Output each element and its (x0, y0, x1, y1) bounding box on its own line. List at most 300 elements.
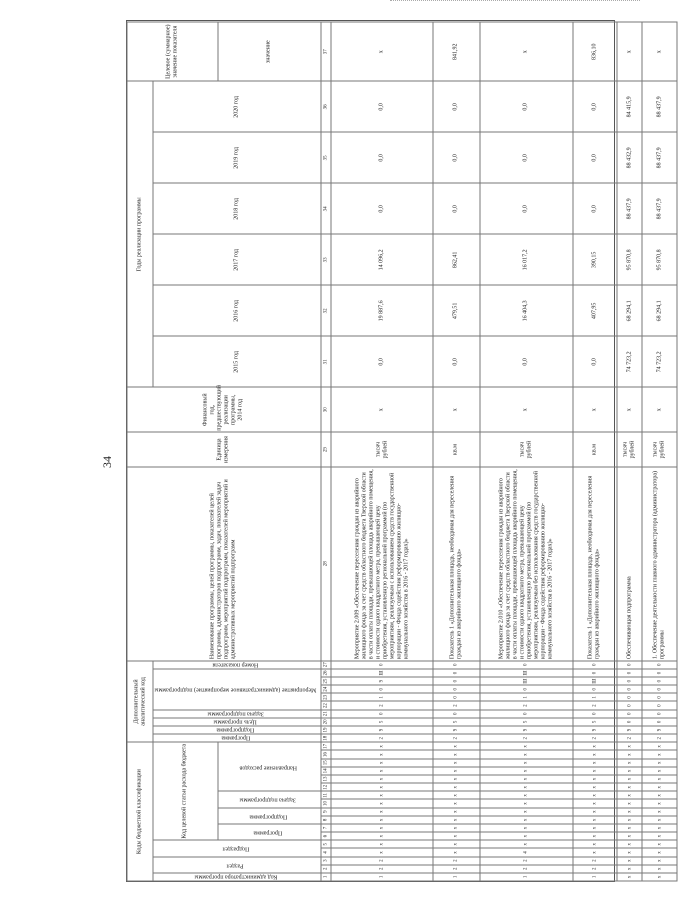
code-cell: х (617, 824, 643, 832)
code-cell: х (617, 767, 643, 775)
code-cell: х (480, 799, 573, 807)
code-cell: 2 (433, 701, 480, 709)
program-table (127, 22, 678, 882)
code-cell: 2 (480, 701, 573, 709)
code-cell: х (480, 783, 573, 791)
codes-group-header: Коды бюджетной классификации (127, 742, 153, 881)
unit-cell: кв.м (433, 432, 480, 467)
code-cell: х (573, 791, 617, 799)
table-row (433, 22, 480, 881)
code-cell: х (642, 791, 677, 799)
code-cell: х (642, 759, 677, 767)
code-cell: 0 (617, 677, 643, 685)
row-name-cell: Показатель 1 «Дополнительная площадь, необходимая для переселения граждан из аварийного жилищного фонда» (433, 467, 480, 661)
code-cell: 0 (617, 693, 643, 701)
code-cell: 0 (480, 661, 573, 669)
code-cell: х (480, 759, 573, 767)
year-value-cell: 0,0 (573, 132, 617, 183)
year-value-cell: 0,0 (331, 336, 433, 387)
code-cell: х (480, 751, 573, 759)
code-cell: х (642, 865, 677, 873)
code-cell: х (642, 783, 677, 791)
base-year-cell: х (642, 387, 677, 432)
year-value-cell: 0,0 (480, 81, 573, 132)
code-cell: х (617, 799, 643, 807)
row-name-cell: Мероприятие 2.009 «Обеспечение переселения граждан из аварийного жилищного фонда за счет средств областного бюджета Тверской области в части оплаты площади, превышающей площадь аварийного помещения, и стоимости одного квадратного метра, превышающей цену приобретения, установленную региональной программой (по мероприятиям, реализуемым с использованием средств государственной корпорации - Фонда содействия реформированию жилищно-коммунального хозяйства в 2016 - 2017 годах)» (331, 467, 433, 661)
code-cell: Ш (573, 677, 617, 685)
year-value-cell: 0,0 (433, 132, 480, 183)
code-cell: 2 (617, 734, 643, 742)
code-cell: 2 (480, 857, 573, 865)
column-number: 20 (321, 718, 331, 726)
code-cell: х (642, 767, 677, 775)
code-cell: х (573, 832, 617, 840)
code-cell: 0 (642, 661, 677, 669)
year-value-cell: 0,0 (480, 183, 573, 234)
code-cell: х (331, 742, 433, 750)
code-cell: х (331, 751, 433, 759)
code-cell: х (433, 767, 480, 775)
code-cell: 2 (433, 857, 480, 865)
code-cell: х (642, 832, 677, 840)
year-value-cell: 0,0 (433, 81, 480, 132)
code-cell: 0 (642, 693, 677, 701)
code-cell: х (573, 742, 617, 750)
code-cell: х (617, 857, 643, 865)
row-name-cell: Обеспечивающая подпрограмма (617, 467, 643, 661)
code-cell: 0 (617, 718, 643, 726)
column-number: 9 (321, 808, 331, 816)
code-cell: х (433, 791, 480, 799)
column-number: 17 (321, 742, 331, 750)
name-header: Наименование программы, целей программы, показателей целей программы, администраторов подпрограмм, задач, показателей задач подпрограмм, мероприятий подпрограмм, показателей мероприятий и административных мероприятий подпрограмм (127, 467, 321, 661)
column-number: 36 (321, 81, 331, 132)
column-number: 29 (321, 432, 331, 467)
code-cell: х (331, 759, 433, 767)
code-cell: х (617, 816, 643, 824)
column-number: 27 (321, 661, 331, 669)
code-cell: 2 (331, 734, 433, 742)
code-cell: х (617, 865, 643, 873)
year-value-cell: 16 404,3 (480, 285, 573, 336)
code-cell: х (480, 816, 573, 824)
code-cell: 2 (573, 857, 617, 865)
code-cell: 0 (573, 661, 617, 669)
column-number: 4 (321, 848, 331, 856)
column-number: 19 (321, 726, 331, 734)
code-cell: х (433, 840, 480, 848)
code-cell: х (331, 808, 433, 816)
code-cell: 1 (433, 873, 480, 881)
column-number: 33 (321, 234, 331, 285)
column-number: 5 (321, 840, 331, 848)
year-value-cell: 862,41 (433, 234, 480, 285)
extra-code-header: Дополнительный аналитический код (127, 661, 153, 743)
table-row (331, 22, 433, 881)
column-number: 35 (321, 132, 331, 183)
year-value-cell: 84 415,9 (617, 81, 643, 132)
code-cell: х (642, 848, 677, 856)
code-cell: 0 (642, 685, 677, 693)
code-cell: Ш (331, 669, 433, 677)
indicator-no-header: Номер показателя (153, 661, 321, 669)
subsection-header: Подраздел (153, 840, 321, 856)
code-cell: х (573, 783, 617, 791)
year-value-cell: 0,0 (573, 183, 617, 234)
code-cell: 0 (480, 710, 573, 718)
year-value-cell: 0,0 (573, 336, 617, 387)
code-cell: 0 (617, 701, 643, 709)
year-value-cell: 88 437,9 (642, 183, 677, 234)
year-value-cell: 95 870,8 (642, 234, 677, 285)
year-value-cell: 88 437,9 (642, 132, 677, 183)
unit-cell: тысяч рублей (642, 432, 677, 467)
year-2019-header: 2019 год (153, 132, 321, 183)
target-value-cell: х (331, 22, 433, 81)
unit-cell: кв.м (573, 432, 617, 467)
column-number: 8 (321, 816, 331, 824)
year-value-cell: 88 432,9 (617, 132, 643, 183)
code-cell: 2 (573, 734, 617, 742)
row-name-cell: 1. Обеспечение деятельности главного администратора (администратора) программы (642, 467, 677, 661)
table-row (573, 22, 617, 881)
code-cell: 9 (573, 726, 617, 734)
code-cell: 2 (642, 734, 677, 742)
column-number: 21 (321, 710, 331, 718)
code-cell: х (480, 808, 573, 816)
prog-code-header: Программа (153, 734, 321, 742)
code-cell: х (642, 742, 677, 750)
column-number: 15 (321, 759, 331, 767)
code-cell: 1 (331, 873, 433, 881)
code-cell: 0 (617, 710, 643, 718)
column-number: 6 (321, 832, 331, 840)
table-body (331, 22, 677, 881)
code-cell: х (480, 824, 573, 832)
code-cell: 2 (433, 734, 480, 742)
year-value-cell: 0,0 (573, 81, 617, 132)
year-value-cell: 68 294,1 (642, 285, 677, 336)
code-cell: 0 (573, 669, 617, 677)
column-number: 18 (321, 734, 331, 742)
code-cell: х (617, 742, 643, 750)
year-value-cell: 88 437,9 (617, 183, 643, 234)
row-name-cell: Показатель 1 «Дополнительная площадь, необходимая для переселения граждан из аварийного жилищного фонда» (573, 467, 617, 661)
rotated-table-sheet (126, 20, 666, 882)
year-value-cell: 0,0 (433, 183, 480, 234)
code-cell: 1 (573, 693, 617, 701)
code-cell: х (480, 775, 573, 783)
code-cell: 0 (642, 701, 677, 709)
code-cell: х (642, 857, 677, 865)
code-cell: 5 (331, 718, 433, 726)
year-value-cell: 0,0 (331, 132, 433, 183)
direction-header: Направление расходов (218, 742, 321, 791)
base-year-cell: х (617, 387, 643, 432)
code-cell: х (642, 799, 677, 807)
code-cell: х (573, 799, 617, 807)
unit-cell: тысяч рублей (331, 432, 433, 467)
code-cell: 1 (573, 873, 617, 881)
code-cell: х (642, 808, 677, 816)
code-cell: 0 (433, 661, 480, 669)
code-cell: х (617, 751, 643, 759)
year-2015-header: 2015 год (153, 336, 321, 387)
code-cell: х (331, 775, 433, 783)
column-number: 14 (321, 767, 331, 775)
code-cell: 9 (331, 726, 433, 734)
column-number: 31 (321, 336, 331, 387)
code-cell: х (331, 791, 433, 799)
column-numbers-row (321, 22, 331, 881)
code-cell: х (480, 791, 573, 799)
code-cell: 9 (433, 726, 480, 734)
code-cell: х (617, 840, 643, 848)
code-cell: х (617, 783, 643, 791)
sub-code-header: Подпрограмма (153, 726, 321, 734)
code-cell: 0 (642, 710, 677, 718)
table-row (480, 22, 573, 881)
code-cell: х (617, 832, 643, 840)
year-value-cell: 14 096,2 (331, 234, 433, 285)
target-value-cell: х (480, 22, 573, 81)
column-number: 25 (321, 677, 331, 685)
code-cell: 0 (433, 677, 480, 685)
code-cell: х (480, 767, 573, 775)
code-cell: х (573, 775, 617, 783)
code-cell: х (642, 840, 677, 848)
code-cell: х (573, 816, 617, 824)
target-value-header: значение (218, 22, 321, 81)
code-cell: 4 (480, 848, 573, 856)
code-cell: х (331, 816, 433, 824)
code-cell: 2 (573, 865, 617, 873)
code-cell: 0 (642, 677, 677, 685)
code-cell: 2 (331, 857, 433, 865)
task-code-header: Задача подпрограммы (153, 710, 321, 718)
code-cell: Ш (480, 677, 573, 685)
code-cell: х (331, 840, 433, 848)
code-cell: 0 (573, 685, 617, 693)
code-cell: 1 (480, 693, 573, 701)
program-header: Программа (218, 824, 321, 840)
code-cell: х (617, 873, 643, 881)
year-value-cell: 74 723,2 (617, 336, 643, 387)
code-cell: 1 (480, 873, 573, 881)
column-number: 13 (321, 775, 331, 783)
code-cell: 9 (642, 726, 677, 734)
target-value-cell: 836,10 (573, 22, 617, 81)
code-cell: х (617, 848, 643, 856)
code-cell: 0 (433, 693, 480, 701)
task-header: Задача подпрограммы (218, 791, 321, 807)
event-code-header: Мероприятие (административное мероприятие) подпрограммы (153, 669, 321, 710)
column-number: 24 (321, 685, 331, 693)
code-cell: 2 (331, 701, 433, 709)
code-cell: 0 (331, 661, 433, 669)
code-cell: 2 (480, 734, 573, 742)
column-number: 37 (321, 22, 331, 81)
code-cell: 5 (433, 718, 480, 726)
code-cell: х (331, 832, 433, 840)
year-value-cell: 0,0 (433, 336, 480, 387)
target-value-cell: 841,92 (433, 22, 480, 81)
year-value-cell: 0,0 (480, 336, 573, 387)
code-cell: х (433, 816, 480, 824)
year-2016-header: 2016 год (153, 285, 321, 336)
column-number: 34 (321, 183, 331, 234)
code-cell: х (480, 832, 573, 840)
code-cell: 0 (617, 685, 643, 693)
code-cell: х (433, 799, 480, 807)
code-cell: х (331, 783, 433, 791)
code-cell: 0 (433, 685, 480, 693)
base-year-cell: х (433, 387, 480, 432)
years-group-header: Годы реализации программы (127, 81, 153, 387)
year-value-cell: 0,0 (480, 132, 573, 183)
code-cell: х (642, 775, 677, 783)
code-cell: х (433, 751, 480, 759)
code-cell: х (642, 824, 677, 832)
code-cell: Ш (480, 669, 573, 677)
code-cell: 0 (642, 669, 677, 677)
code-cell: 2 (573, 701, 617, 709)
column-number: 26 (321, 669, 331, 677)
code-cell: х (573, 824, 617, 832)
unit-cell: тысяч рублей (617, 432, 643, 467)
code-cell: х (433, 742, 480, 750)
code-cell: х (617, 791, 643, 799)
top-edge-marks (390, 0, 640, 5)
year-value-cell: 74 723,2 (642, 336, 677, 387)
code-cell: х (573, 848, 617, 856)
code-cell: 9 (617, 726, 643, 734)
code-cell: х (573, 759, 617, 767)
code-cell: х (331, 799, 433, 807)
column-number: 1 (321, 873, 331, 881)
target-value-cell: х (617, 22, 643, 81)
column-number: 32 (321, 285, 331, 336)
column-number: 3 (321, 857, 331, 865)
column-number: 12 (321, 783, 331, 791)
code-cell: 9 (480, 726, 573, 734)
base-year-cell: х (331, 387, 433, 432)
code-cell: х (573, 767, 617, 775)
year-value-cell: 19 887,6 (331, 285, 433, 336)
column-number: 23 (321, 693, 331, 701)
year-value-cell: 479,51 (433, 285, 480, 336)
target-group-header: Целевое (суммарное) значение показателя (127, 22, 218, 81)
code-cell: 0 (617, 661, 643, 669)
year-value-cell: 95 870,8 (617, 234, 643, 285)
code-cell: 5 (480, 718, 573, 726)
base-year-header: Финансовый год, предшествующий реализации программы, 2014 год (127, 387, 321, 432)
year-value-cell: 0,0 (331, 183, 433, 234)
code-cell: 0 (617, 669, 643, 677)
target-value-cell: х (642, 22, 677, 81)
year-2017-header: 2017 год (153, 234, 321, 285)
column-number: 28 (321, 467, 331, 661)
code-cell: х (642, 873, 677, 881)
column-number: 16 (321, 751, 331, 759)
code-cell: х (433, 848, 480, 856)
code-cell: 2 (331, 865, 433, 873)
code-cell: х (433, 808, 480, 816)
code-cell: х (617, 808, 643, 816)
code-cell: х (331, 767, 433, 775)
code-cell: х (480, 840, 573, 848)
admin-code-header: Код администратора программы (153, 873, 321, 881)
code-cell: х (573, 840, 617, 848)
code-cell: 0 (642, 718, 677, 726)
base-year-cell: х (573, 387, 617, 432)
year-value-cell: 88 437,9 (642, 81, 677, 132)
code-cell: 9 (331, 677, 433, 685)
column-number: 7 (321, 824, 331, 832)
row-name-cell: Мероприятие 2.010 «Обеспечение переселения граждан из аварийного жилищного фонда за счет средств областного бюджета Тверской области в части оплаты площади, превышающей площадь аварийного помещения, и стоимости одного квадратного метра, превышающей цену приобретения, установленную региональной программой (по мероприятиям, реализуемым без использования средств государственной корпорации - Фонда содействия реформированию жилищно-коммунального хозяйства в 2016 - 2017 годах)» (480, 467, 573, 661)
year-value-cell: 0,0 (331, 81, 433, 132)
code-cell: х (331, 848, 433, 856)
table-rotated-wrapper (127, 22, 666, 882)
code-cell: х (331, 824, 433, 832)
code-cell: х (617, 775, 643, 783)
code-cell: 0 (331, 685, 433, 693)
code-cell: х (480, 742, 573, 750)
unit-header: Единица измерения (127, 432, 321, 467)
code-cell: х (433, 759, 480, 767)
code-cell: х (433, 824, 480, 832)
target-code-header: Код целевой статьи расхода бюджета (153, 742, 218, 840)
code-cell: 0 (433, 710, 480, 718)
goal-code-header: Цель программы (153, 718, 321, 726)
year-value-cell: 407,95 (573, 285, 617, 336)
column-number: 11 (321, 791, 331, 799)
base-year-cell: х (480, 387, 573, 432)
code-cell: 2 (433, 865, 480, 873)
year-2018-header: 2018 год (153, 183, 321, 234)
section-header: Раздел (153, 857, 321, 873)
code-cell: 5 (573, 718, 617, 726)
code-cell: х (617, 759, 643, 767)
column-number: 2 (321, 865, 331, 873)
column-number: 10 (321, 799, 331, 807)
year-2020-header: 2020 год (153, 81, 321, 132)
code-cell: 0 (573, 710, 617, 718)
code-cell: х (573, 751, 617, 759)
code-cell: х (642, 816, 677, 824)
code-cell: 2 (480, 865, 573, 873)
page-number: 34 (100, 456, 114, 468)
code-cell: х (642, 751, 677, 759)
subprogram-header: Подпрограмма (218, 808, 321, 824)
column-number: 22 (321, 701, 331, 709)
code-cell: 1 (331, 693, 433, 701)
code-cell: х (433, 783, 480, 791)
code-cell: х (433, 775, 480, 783)
year-value-cell: 68 294,1 (617, 285, 643, 336)
code-cell: 0 (480, 685, 573, 693)
unit-cell: тысяч рублей (480, 432, 573, 467)
code-cell: 0 (331, 710, 433, 718)
year-value-cell: 390,15 (573, 234, 617, 285)
code-cell: х (433, 832, 480, 840)
code-cell: 0 (433, 669, 480, 677)
column-number: 30 (321, 387, 331, 432)
code-cell: х (573, 808, 617, 816)
table-row (617, 22, 643, 881)
table-row (642, 22, 677, 881)
year-value-cell: 16 017,2 (480, 234, 573, 285)
